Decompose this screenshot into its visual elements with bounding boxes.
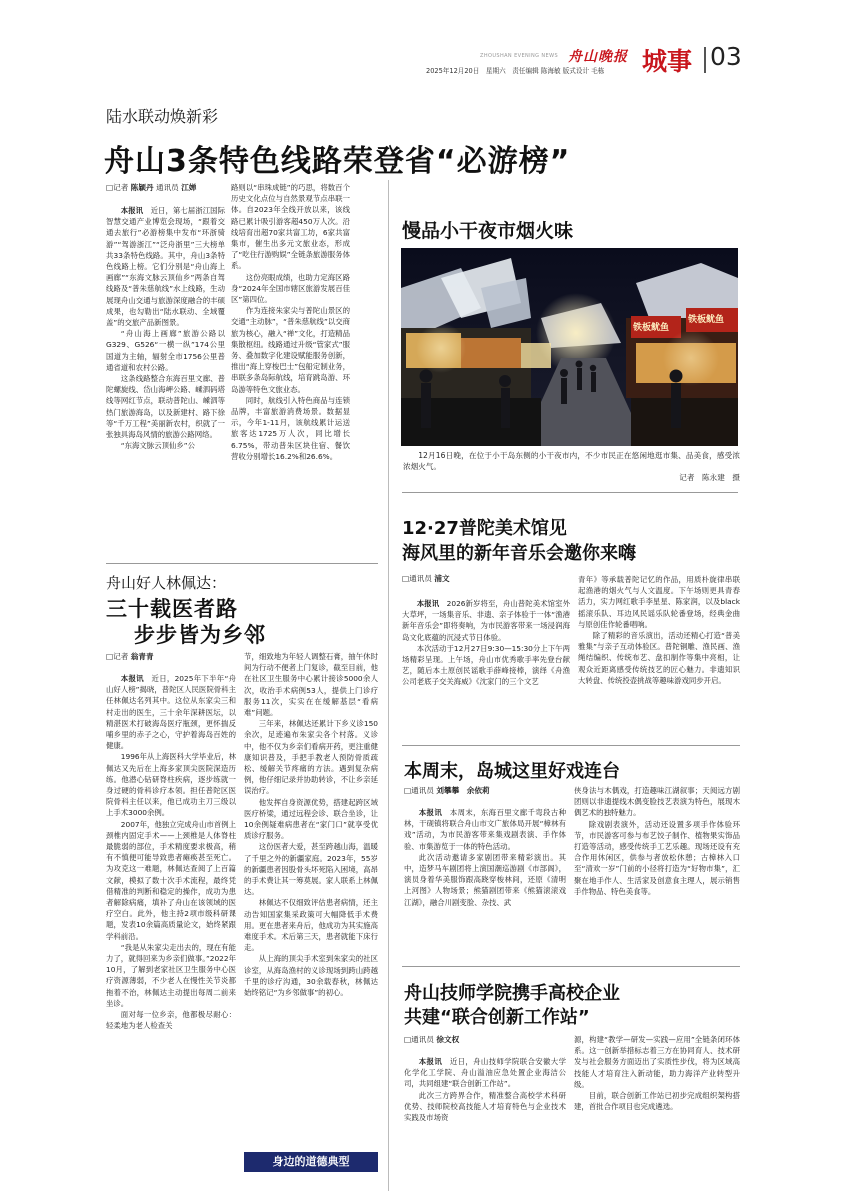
article4-col1 <box>404 807 566 959</box>
article4-col2 <box>574 785 740 959</box>
paragraph: “我是从朱家尖走出去的，现在有能力了，就得回来为乡亲们做事。”2022年10月，了解到老家社区卫生服务中心医疗资源薄弱，不少老人在慢性关节炎都拖着不治，林佩达主动提出每周二前来坐诊。 <box>106 942 236 1008</box>
article5-headline-line1: 舟山技师学院携手高校企业 <box>404 983 620 1004</box>
article1-kicker: 陆水联动焕新彩 <box>106 107 219 126</box>
correspondent-names: 刘攀攀 余依莉 <box>436 786 490 795</box>
article3-kicker: 舟山好人林佩达： <box>106 574 227 592</box>
photo-title: 慢品小干夜市烟火味 <box>402 220 574 242</box>
paragraph: 这条线路整合东海百里文廊、普陀螺旋线、岱山海岬公路、嵊泗码塔线等网红节点，联动普陀山、嵊泗等热门旅游海岛，以及新建村、路下徐等“千万工程”美丽新农村，织就了一张独具海岛风情的旅游公路网络。 <box>106 374 225 440</box>
paragraph: 源，构建“教学—研发—实践—应用”全链条闭环体系。这一创新举措标志着三方在协同育人、技术研发与社会服务方面迈出了实质性步伐，将为区域高技能人才培育注入新动能，助力海洋产业转型升级。 <box>574 1035 740 1089</box>
article3-byline: □记者 翁青青 <box>106 652 154 661</box>
paragraph: 本报讯 2026新岁将至，舟山普陀美术馆室外大草坪，一场集音乐、非遗、亲子体验于一体“渔港新年音乐会”即将奏响，为市民游客带来一场浸润海岛文化底蕴的沉浸式节日体验。 <box>402 599 570 642</box>
article2-col1 <box>402 598 570 738</box>
issue-meta: 2025年12月20日 星期六 责任编辑 陈海敏 版式设计 毛栋 <box>426 67 605 75</box>
paragraph: 作为连接朱家尖与普陀山景区的交通“主动脉”，“普朱慈航线”以交商旅为核心，融入“禅”文化，打造精品集散枢纽。线路通过升级“管家式”服务、叠加数字化建设赋能服务创新，推出“海上穿梭巴士”包船定制业务，串联多条岛际航线，培育跳岛游、环岛游等特色文旅业态。 <box>231 306 350 394</box>
page-number: 03 <box>710 42 742 71</box>
paragraph: 三年来，林佩达还累计下乡义诊150余次，足迹遍布朱家尖各个村落。义诊中，他不仅为乡亲们看病开药，更注重健康知识普及，手把手教老人预防骨质疏松、缓解关节疼痛的方法。遇到复杂病例，他仔细记录并协助转诊，不让乡亲延误治疗。 <box>244 719 378 796</box>
paragraph: 本报讯 本周末，东海百里文廊千弯段古种林，干砚镇将联合舟山市文广旅体局开展“樟林有戏”活动，为市民游客带来集戏剧表演、手作体验、市集游览于一体的特色活动。 <box>404 808 566 851</box>
section-rule <box>402 966 740 967</box>
section-divider <box>704 47 706 73</box>
paragraph: 同时，航线引入特色商品与连锁品牌，丰富旅游消费场景。数据显示，今年1-11月，该航线累计运送旅客达1725万人次，同比增长6.75%，带动普朱区块住宿、餐饮营收分别增长16.2%和26.6%。 <box>231 395 350 461</box>
caption-text: 12月16日晚，在位于小干岛东侧的小干夜市内，不少市民正在悠闲地逛市集、品美食，感受浓浓烟火气。 <box>403 451 740 472</box>
stall-sign-right: 铁板鱿鱼 <box>688 315 725 325</box>
stall-sign-left: 铁板鱿鱼 <box>633 323 670 333</box>
photo-caption <box>403 450 740 483</box>
article1-byline <box>106 182 236 193</box>
paragraph: 从上海的顶尖手术室到朱家尖的社区诊室，从海岛渔村的义诊现场到跨山跨越千里的诊疗沟通，30余载春秋，林佩达始终铭记“为乡邻做事”的初心。 <box>244 954 378 998</box>
article3-col2 <box>244 651 378 1151</box>
paragraph: 侠身法与木偶戏，打造趣味江湖叙事；天阅远方剧团则以非遗提线木偶变脸技艺表演为特色，展现木偶艺术的独特魅力。 <box>574 786 740 818</box>
paragraph: 本报讯 近日，第七届浙江国际智慧交通产业博览会现场，“跟着交通去旅行”必游榜集中发布“环浙骑游”“驾游浙江”“泛舟浙里”三大榜单共33条特色线路。其中，舟山3条特色线路上榜。它们分别是“舟山海上画廊”“东海文脉云顶仙乡”两条自驾线路及“普朱慈航线”水上线路，生动展现舟山交通与旅游深度融合的丰硕成果，也勾勒出“陆水联动、全域覆盖”的交旅产品新图景。 <box>106 206 225 328</box>
article2-col2 <box>578 574 740 738</box>
article3-col1 <box>106 673 236 1183</box>
byline-label2: 通讯员 <box>156 183 179 192</box>
correspondent-name: 徐文权 <box>436 1035 460 1044</box>
paragraph: 除戏剧表演外，活动还设置多项手作体验环节，市民游客可参与布艺饺子制作、植物果实饰品打造等活动，感受传统手工艺乐趣。现场还设有充合作用休闲区，供参与者放松休憩；古樟林入口至“清欢一岁”门前的小径将打造为“好物市集”，汇聚在地手作人、生活家及创意食主理人，展示销售手作物品、特色美食等。 <box>574 819 740 896</box>
section-name: 城事 <box>642 47 693 76</box>
column-tag: 身边的道德典型 <box>244 1152 378 1172</box>
paragraph: 此次活动邀请多家剧团带来精彩演出。其中，造梦马车剧团将上演国潮巡游剧《市部阁》，演员身着华美服饰跟高跷穿梭林间，还原《清明上河图》人物场景；熊猫剧团带来《熊猫滚滚戏江湖》，融合川剧变脸、杂技、武 <box>404 852 566 907</box>
paragraph: “舟山海上画廊”旅游公路以G329、G526“一横一纵”174公里国道为主轴，辐射全市1756公里普通省道和农村公路。 <box>106 329 225 372</box>
night-market-photo <box>401 248 738 446</box>
article2-byline: □通讯员 浦文 <box>402 574 450 583</box>
reporter-name: 陈颖丹 <box>130 183 154 192</box>
column-rule <box>388 180 389 1191</box>
paragraph: 目前，联合创新工作站已初步完成组织架构搭建，首批合作项目也完成遴选。 <box>574 1091 740 1112</box>
paragraph: “东海文脉云顶仙乡”公 <box>120 441 195 451</box>
article4-byline: □通讯员 刘攀攀 余依莉 <box>404 786 490 795</box>
paragraph: 除了精彩的音乐演出，活动还精心打造“普美雅集”与亲子互动体验区。普陀铜雕、渔民画、渔绳结编织、传统布艺、盘扣制作等集中亮相，让观众近距离感受传统技艺的匠心魅力。非遗知识大转盘、传统投壶挑战等趣味游戏同步开启。 <box>578 631 740 685</box>
article5-col2 <box>574 1034 740 1176</box>
paragraph: 这份亮眼成绩，也助力定海区路身“2024年全国市辖区旅游发展百佳区”第四位。 <box>231 272 350 305</box>
paragraph: 1996年从上海医科大学毕业后，林佩达又先后在上海多家顶尖医院深造历练。他潜心钻研脊柱疾病，逐步练就一身过硬的骨科诊疗本领。担任普陀区医院骨科主任以来，他已成功主刀三级以上手术3000余例。 <box>106 752 236 818</box>
article3-headline-line2: 步步皆为乡邻 <box>134 623 266 647</box>
section-rule <box>106 563 378 564</box>
section-rule <box>402 745 740 746</box>
reporter-name: 翁青青 <box>130 652 154 661</box>
article5-headline-line2: 共建“联合创新工作站” <box>404 1007 590 1028</box>
photo-credit: 记者 陈永建 摄 <box>679 473 740 483</box>
correspondent-name: 浦文 <box>434 574 450 583</box>
article1-col1 <box>106 205 225 545</box>
article5-col1 <box>404 1056 566 1176</box>
paragraph: 本次活动于12月27日9:30—15:30分上下午两场精彩呈现。上午场，舟山市优秀歌手率先登台献艺，随后本土原创民谣歌手薛峰接棒，演绎《舟渔公司老底子交关海威》《沈家门的三个文艺 <box>402 643 570 687</box>
masthead <box>426 42 810 84</box>
paragraph: 这份医者大爱，甚至跨越山海，温暖了千里之外的新疆家庭。2023年，55岁的新疆患者因股骨头坏死陷入困境，高昂的手术费让其一筹莫展。家人联系上林佩达。 <box>244 842 378 897</box>
newspaper-logo: 舟山晚报 <box>568 49 628 65</box>
correspondent-name: 江婵 <box>181 183 197 192</box>
paragraph: 节，细致地为年轻人调整石膏，抽午休时间为行动不便者上门复诊，截至目前，他在社区卫生服务中心累计接诊5000余人次，收治手术病例53人，提供上门诊疗服务11次，实实在在缓解基层“看病难”问题。 <box>244 652 378 718</box>
paragraph: 本报讯 近日，2025年下半年“舟山好人榜”揭晓，普陀区人民医院骨科主任林佩达名列其中。这位从东家尖三和村走出的医生，三十余年深耕医坛，以精湛医术打破海岛医疗瓶颈，更怀揣反哺乡里的赤子之心，守护着海岛百姓的健康。 <box>106 674 236 751</box>
photo-illustration <box>401 248 738 446</box>
article2-headline-line1: 12·27普陀美术馆见 <box>402 518 567 539</box>
paragraph: 青年》等承载普陀记忆的作品，用质朴旋律串联起渔港的烟火气与人文温度。下午场则更具青春活力，实力网红歌手李星星、陈家润，以及black摇滚乐队、耳边风民谣乐队轮番登场，经典金曲与原创佳作轮番唱响。 <box>578 575 740 629</box>
paragraph: 本报讯 近日，舟山技师学院联合安徽大学化学化工学院、舟山溢油应急处置企业海洁公司，共同组建“联合创新工作站”。 <box>404 1057 566 1089</box>
article3-headline-line1: 三十载医者路 <box>106 597 238 621</box>
article4-headline: 本周末，岛城这里好戏连台 <box>404 761 620 782</box>
photo-rule <box>402 492 738 493</box>
paragraph: 路则以“串珠成链”的巧思，将数百个历史文化点位与自然景观节点串联一体。自2023年全线开放以来，该线路已累计吸引游客超450万人次。沿线培育出超70家共富工坊，6家共富集市，催生出多元文旅业态，形成了“吃住行游购娱”全链条旅游服务体系。 <box>231 183 350 271</box>
article5-byline: □通讯员 徐文权 <box>404 1035 460 1044</box>
paragraph: 面对每一位乡亲，他都极尽耐心：轻柔地为老人检查关 <box>106 1010 236 1031</box>
paragraph: 林佩达不仅细致评估患者病情，还主动告知国家集采政策可大幅降低手术费用。更在患者来舟后，他成功为其实施高难度手术。术后第三天，患者就能下床行走。 <box>244 898 378 953</box>
paragraph: 此次三方跨界合作，精准整合高校学术科研优势、技师院校高技能人才培育特色与企业技术实践及市场资 <box>404 1090 566 1123</box>
paragraph: 2007年，他独立完成舟山市首例上颈椎内固定手术——上颈椎是人体脊柱最脆弱的部位，手术精度要求极高，稍有不慎便可能导致患者瘫痪甚至死亡。为攻克这一难题，林佩达查阅了上百篇文献，模拟了数十次手术流程，最终凭借精准的判断和稳定的操作，成功为患者解除病痛，填补了舟山在该领域的医疗空白。此外，他主持2项市级科研课题，发表10余篇高质量论文，始终紧跟学科前沿。 <box>106 819 236 941</box>
paragraph: 他发挥自身资源优势，搭建起跨区域医疗桥梁，通过远程会诊、联合坐诊，让10余例疑难病患者在“家门口”就享受优质诊疗服务。 <box>244 797 378 841</box>
byline-label: □记者 <box>106 183 129 192</box>
english-name: ZHOUSHAN EVENING NEWS <box>480 53 559 59</box>
article1-headline: 舟山3条特色线路荣登省“必游榜” <box>104 144 571 179</box>
lead-word: 本报讯 <box>120 206 144 215</box>
article2-headline-line2: 海风里的新年音乐会邀你来嗨 <box>402 543 636 564</box>
article1-col2 <box>231 182 350 545</box>
